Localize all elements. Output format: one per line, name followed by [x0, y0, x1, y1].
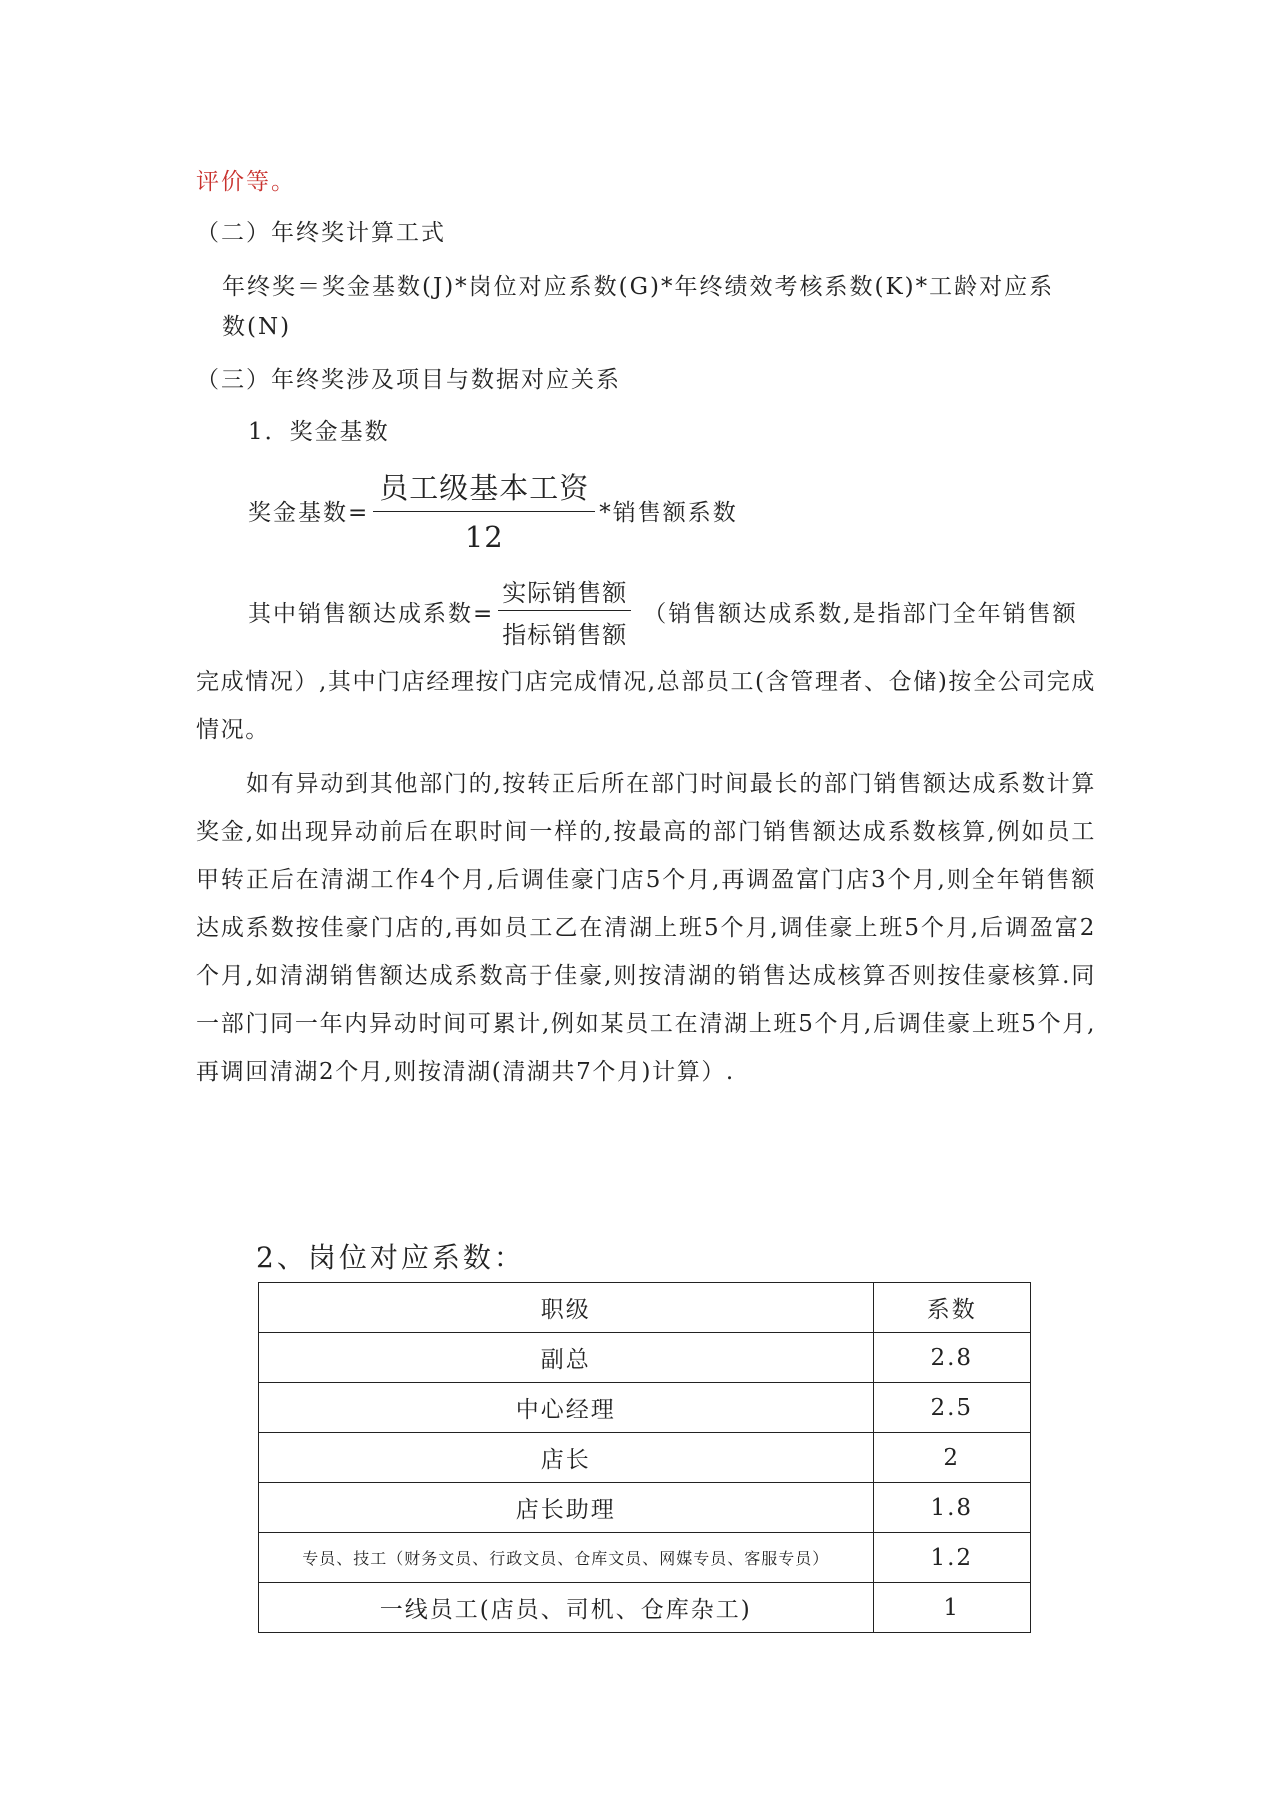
position-coefficient-table — [258, 1282, 1031, 1633]
row-level: 中心经理 — [259, 1383, 874, 1433]
bonus-base-formula — [248, 466, 738, 554]
row-level: 店长助理 — [259, 1483, 874, 1533]
row-coefficient: 1.8 — [873, 1483, 1031, 1533]
section-two-heading: （二）年终奖计算工式 — [196, 220, 446, 246]
row-level: 店长 — [259, 1433, 874, 1483]
row-coefficient: 2.5 — [873, 1383, 1031, 1433]
transfer-paragraph: 如有异动到其他部门的,按转正后所在部门时间最长的部门销售额达成系数计算奖金,如出现异动前后在职时间一样的,按最高的部门销售额达成系数核算,例如员工甲转正后在清湖工作4个月,后调佳豪门店5个月,再调盈富门店3个月,则全年销售额达成系数按佳豪门店的,再如员工乙在清湖上班5个月,调佳豪上班5个月,后调盈富2个月,如清湖销售额达成系数高于佳豪,则按清湖的销售达成核算否则按佳豪核算.同一部门同一年内异动时间可累计,例如某员工在清湖上班5个月,后调佳豪上班5个月,再调回清湖2个月,则按清湖(清湖共7个月)计算）. — [196, 771, 1096, 1085]
year-end-bonus-formula-line2: 数(N) — [222, 314, 292, 340]
table-row — [259, 1433, 1031, 1483]
header-level: 职级 — [259, 1283, 874, 1333]
achievement-formula — [248, 573, 1078, 650]
achievement-continued: 完成情况）,其中门店经理按门店完成情况,总部员工(含管理者、仓储)按全公司完成情况。 — [196, 669, 1096, 743]
row-level: 副总 — [259, 1333, 874, 1383]
row-coefficient: 2.8 — [873, 1333, 1031, 1383]
achievement-lhs: 其中销售额达成系数= — [248, 601, 495, 627]
header-coefficient: 系数 — [873, 1283, 1031, 1333]
bonus-base-numerator: 员工级基本工资 — [373, 466, 595, 512]
achievement-rhs: （销售额达成系数,是指部门全年销售额 — [643, 601, 1078, 627]
bonus-base-fraction — [373, 466, 595, 554]
achievement-numerator: 实际销售额 — [498, 573, 631, 611]
table-header-row — [259, 1283, 1031, 1333]
achievement-fraction — [498, 573, 631, 650]
achievement-denominator: 指标销售额 — [502, 621, 628, 649]
intro-line: 评价等。 — [196, 169, 296, 195]
table-row — [259, 1483, 1031, 1533]
bonus-base-rhs: *销售额系数 — [599, 499, 738, 526]
table-row — [259, 1533, 1031, 1583]
row-level: 一线员工(店员、司机、仓库杂工) — [259, 1583, 874, 1633]
item1-title: 1．奖金基数 — [248, 419, 390, 445]
table-row — [259, 1383, 1031, 1433]
row-coefficient: 2 — [873, 1433, 1031, 1483]
year-end-bonus-formula-line1: 年终奖＝奖金基数(J)*岗位对应系数(G)*年终绩效考核系数(K)*工龄对应系 — [222, 274, 1055, 300]
bonus-base-denominator: 12 — [464, 520, 504, 554]
table-row — [259, 1333, 1031, 1383]
section-three-heading: （三）年终奖涉及项目与数据对应关系 — [196, 367, 621, 393]
bonus-base-lhs: 奖金基数= — [248, 499, 370, 526]
table-row — [259, 1583, 1031, 1633]
row-coefficient: 1 — [873, 1583, 1031, 1633]
position-coefficient-heading: 2、岗位对应系数： — [256, 1241, 525, 1274]
row-coefficient: 1.2 — [873, 1533, 1031, 1583]
row-level: 专员、技工（财务文员、行政文员、仓库文员、网媒专员、客服专员） — [259, 1533, 874, 1583]
